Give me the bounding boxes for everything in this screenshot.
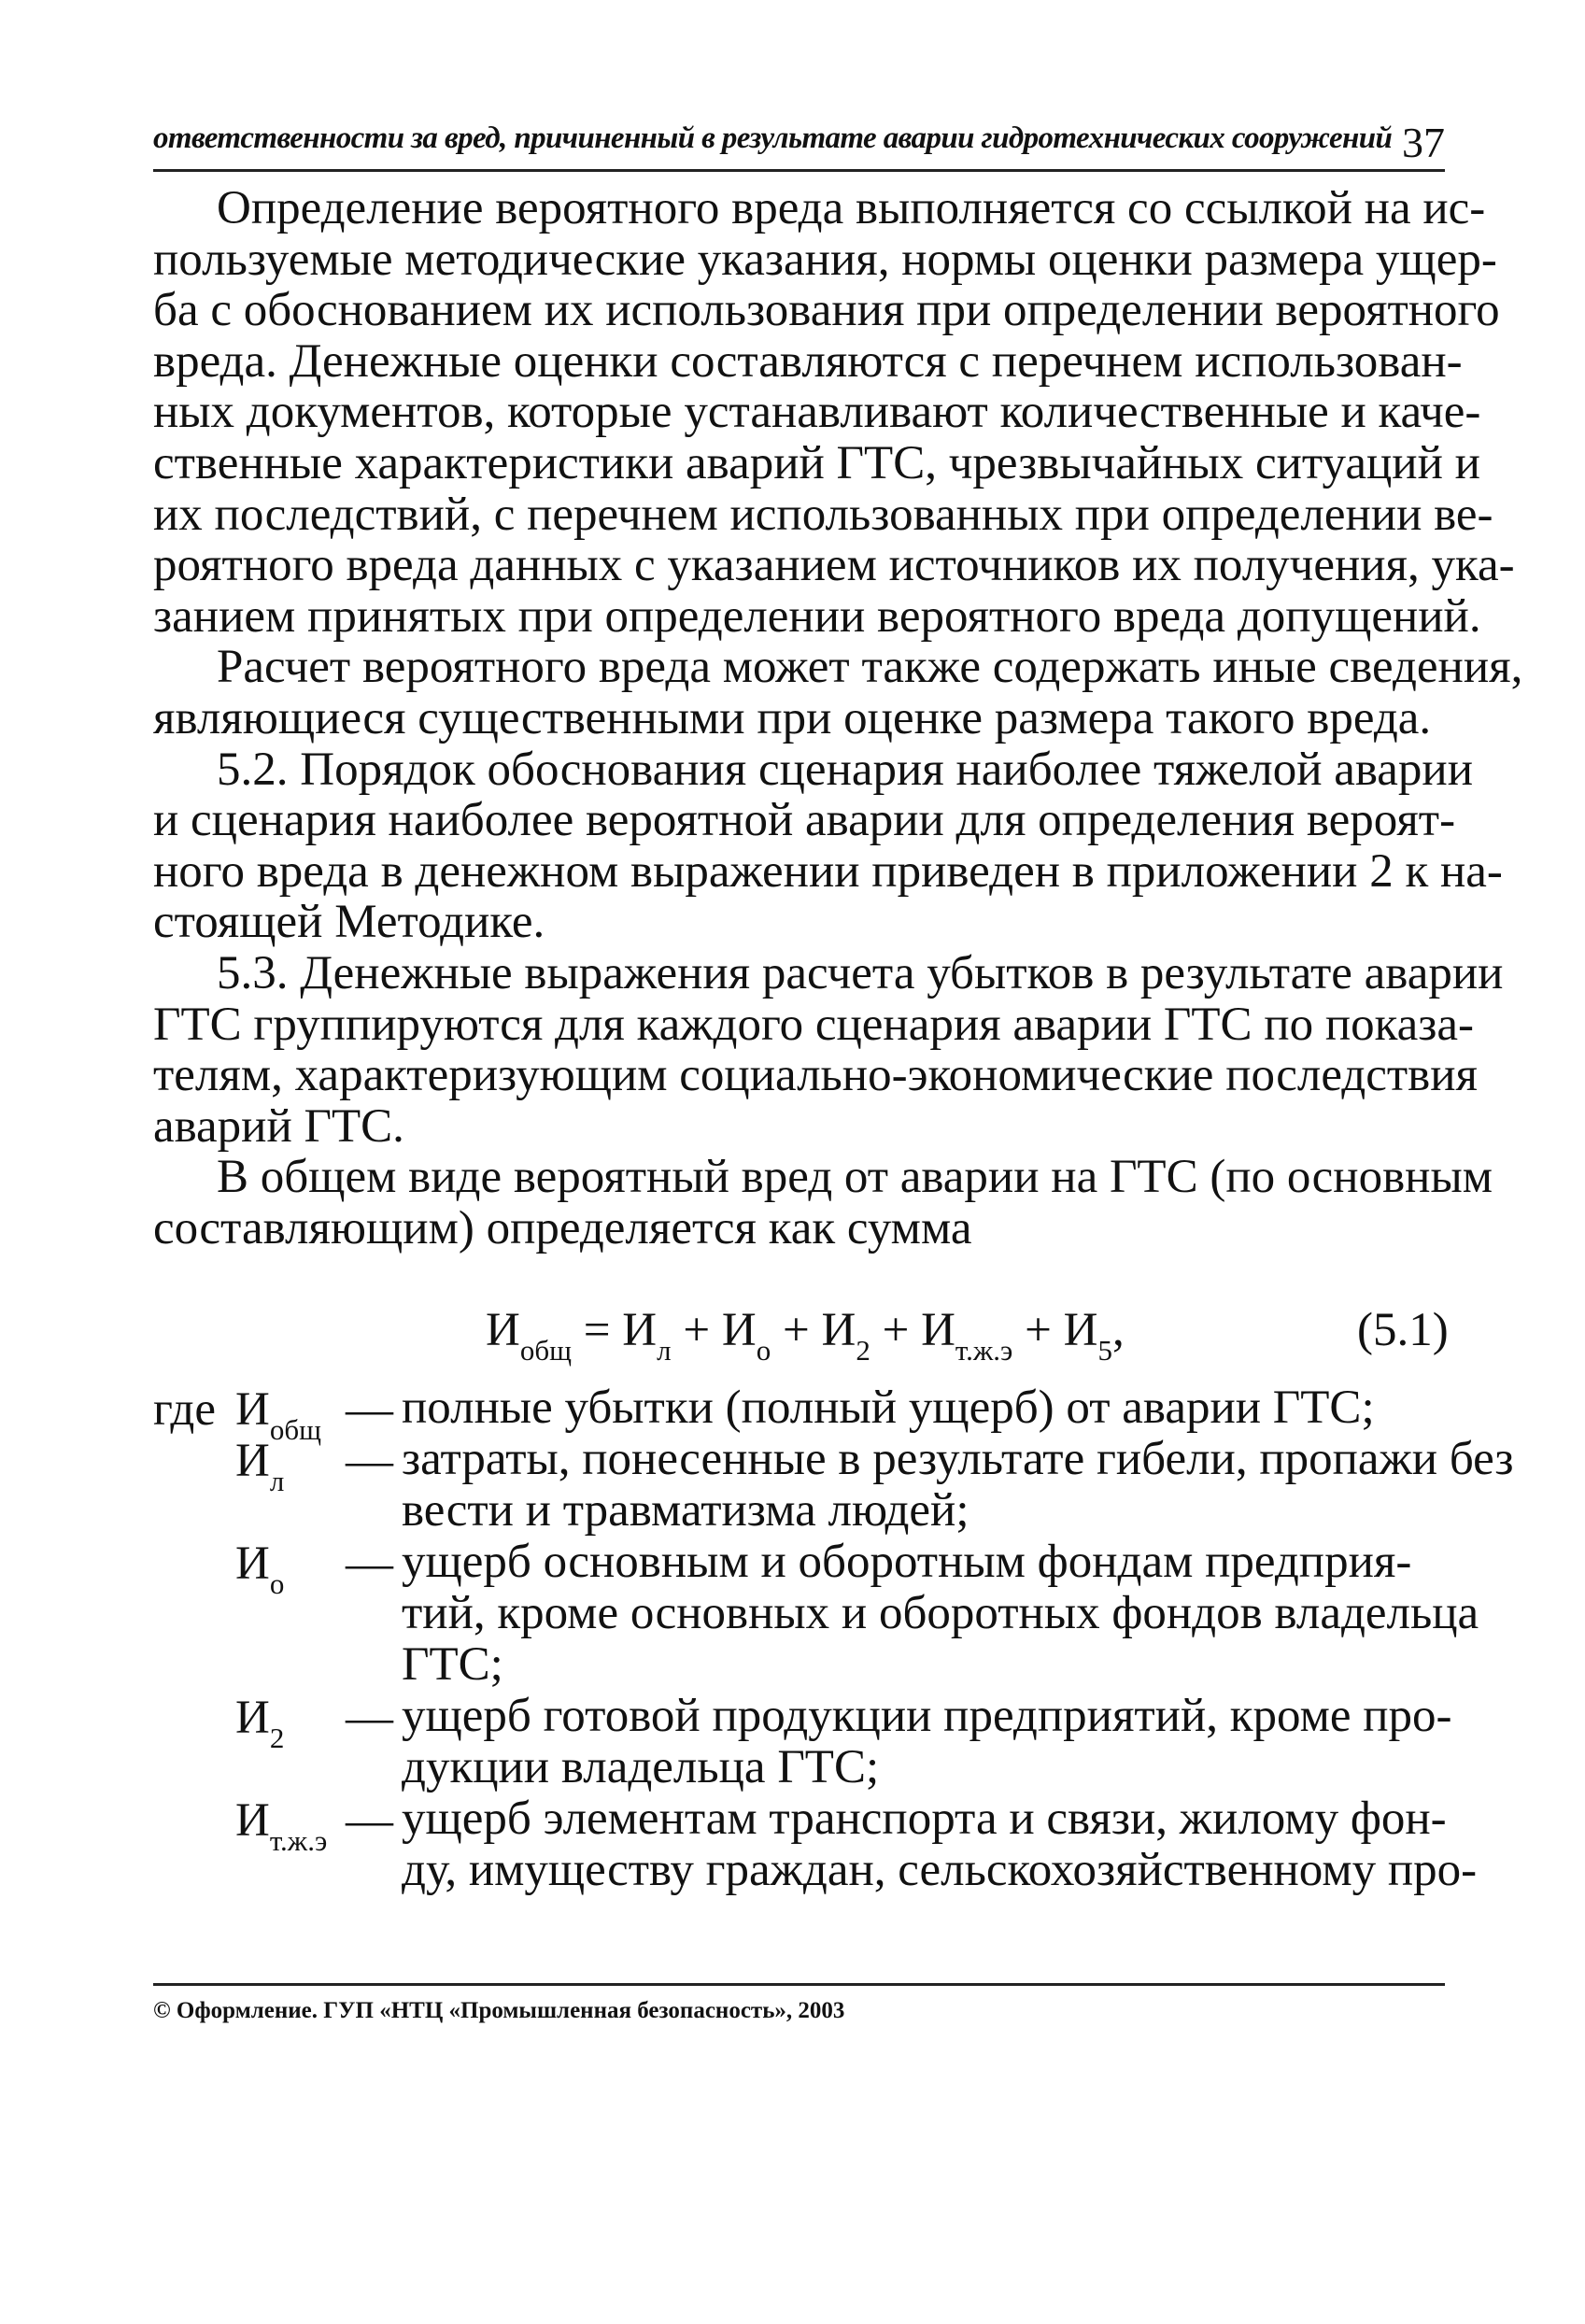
text-line: стоящей Методике.	[153, 896, 545, 949]
term-subscript: л	[269, 1465, 285, 1497]
term-subscript: о	[269, 1567, 285, 1600]
text-line: тий, кроме основных и оборотных фондов владельца	[402, 1587, 1479, 1639]
formula-operator: +	[671, 1304, 722, 1356]
paragraph	[153, 1151, 1493, 1254]
term-subscript: общ	[269, 1413, 321, 1446]
formula-subscript: 2	[856, 1334, 870, 1367]
term-symbol-letter: И	[235, 1435, 270, 1487]
text-line: Расчет вероятного вреда может также содержать иные сведения,	[217, 641, 1523, 694]
term-dash: —	[346, 1538, 393, 1590]
term-subscript: 2	[269, 1722, 285, 1754]
formula-number: (5.1)	[1357, 1304, 1449, 1356]
text-line: телям, характеризующим социально-экономические последствия	[153, 1049, 1479, 1102]
formula-symbol: И	[622, 1304, 658, 1356]
paragraph	[153, 743, 1503, 949]
term-definition	[402, 1691, 1457, 1793]
text-line: ГТС;	[402, 1638, 503, 1691]
formula-punctuation: ,	[1111, 1304, 1125, 1356]
formula-operator: +	[1012, 1304, 1064, 1356]
term-symbol	[235, 1691, 285, 1754]
text-line: занием принятых при определении вероятного вреда допущений.	[153, 589, 1481, 643]
formula-5-1	[486, 1303, 1125, 1367]
term-symbol	[235, 1434, 285, 1497]
paragraph	[153, 641, 1523, 744]
formula-symbol: И	[921, 1304, 955, 1356]
header-rule	[153, 169, 1445, 172]
text-line: Определение вероятного вреда выполняется со ссылкой на ис-	[217, 182, 1486, 234]
text-line: ду, имуществу граждан, сельскохозяйственному про-	[402, 1844, 1478, 1896]
copyright-notice: © Оформление. ГУП «НТЦ «Промышленная безопасность», 2003	[153, 1998, 845, 2023]
formula-subscript: 5	[1097, 1334, 1112, 1367]
formula-operator: +	[771, 1304, 822, 1356]
term-symbol	[235, 1537, 285, 1600]
text-line: В общем виде вероятный вред от аварии на ГТС (по основным	[217, 1151, 1493, 1204]
text-line: вреда. Денежные оценки составляются с перечнем использован-	[153, 334, 1463, 388]
text-line: ба с обоснованием их использования при определении вероятного	[153, 284, 1500, 337]
text-line: ущерб готовой продукции предприятий, кроме про-	[402, 1690, 1452, 1742]
text-line: ущерб элементам транспорта и связи, жилому фон-	[402, 1793, 1447, 1845]
formula-subscript: общ	[519, 1334, 572, 1367]
text-line: ственные характеристики аварий ГТС, чрезвычайных ситуаций и	[153, 436, 1480, 489]
text-line: 5.3. Денежные выражения расчета убытков в результате аварии	[217, 946, 1504, 999]
formula-symbol: И	[721, 1304, 757, 1356]
term-symbol-letter: И	[235, 1794, 270, 1847]
page-number: 37	[1402, 119, 1445, 166]
text-line: их последствий, с перечнем использованных при определении ве-	[153, 488, 1493, 541]
term-definition	[402, 1382, 1457, 1434]
term-definition	[402, 1536, 1479, 1691]
where-word: где	[153, 1383, 216, 1436]
term-symbol	[235, 1382, 321, 1446]
text-line: и сценария наиболее вероятной аварии для определения вероят-	[153, 794, 1456, 847]
text-line: ущерб основным и оборотным фондам предприя-	[402, 1536, 1412, 1588]
formula-symbol: И	[486, 1304, 520, 1356]
text-line: 5.2. Порядок обоснования сценария наиболее тяжелой аварии	[217, 743, 1474, 796]
text-line: ГТС группируются для каждого сценария аварии ГТС по показа-	[153, 998, 1475, 1051]
text-line: являющиеся существенными при оценке размера такого вреда.	[153, 691, 1432, 744]
footer-rule	[153, 1983, 1445, 1986]
term-subscript: т.ж.э	[269, 1824, 328, 1857]
running-header	[153, 118, 1445, 168]
term-dash: —	[346, 1692, 393, 1744]
text-line: вести и травматизма людей;	[402, 1484, 969, 1537]
paragraph	[153, 946, 1504, 1153]
formula-subscript: т.ж.э	[955, 1334, 1013, 1367]
formula-symbol: И	[821, 1304, 856, 1356]
running-title: ответственности за вред, причиненный в результате аварии гидротехнических сооружений	[153, 121, 1393, 155]
text-line: затраты, понесенные в результате гибели, пропажи без	[402, 1433, 1514, 1485]
term-symbol	[235, 1793, 328, 1857]
formula-symbol: И	[1063, 1304, 1098, 1356]
text-line: составляющим) определяется как сумма	[153, 1201, 972, 1254]
term-dash: —	[346, 1383, 393, 1436]
formula-operator: +	[870, 1304, 922, 1356]
term-dash: —	[346, 1794, 393, 1847]
term-symbol-letter: И	[235, 1538, 270, 1590]
term-dash: —	[346, 1435, 393, 1487]
text-line: дукции владельца ГТС;	[402, 1741, 880, 1793]
term-definition	[402, 1433, 1514, 1537]
term-definition	[402, 1793, 1478, 1896]
text-line: роятного вреда данных с указанием источников их получения, ука-	[153, 539, 1515, 592]
term-symbol-letter: И	[235, 1692, 270, 1744]
term-symbol-letter: И	[235, 1383, 270, 1436]
text-line: ных документов, которые устанавливают количественные и каче-	[153, 386, 1481, 439]
body-text	[153, 182, 1523, 1254]
paragraph	[153, 182, 1515, 643]
formula-subscript: л	[657, 1334, 672, 1367]
formula-operator: =	[572, 1304, 623, 1356]
text-line: ного вреда в денежном выражении приведен в приложении 2 к на-	[153, 844, 1503, 898]
text-line: полные убытки (полный ущерб) от аварии ГТС;	[402, 1382, 1375, 1434]
text-line: аварий ГТС.	[153, 1099, 404, 1153]
text-line: пользуемые методические указания, нормы оценки размера ущер-	[153, 233, 1497, 286]
formula-subscript: о	[756, 1334, 771, 1367]
